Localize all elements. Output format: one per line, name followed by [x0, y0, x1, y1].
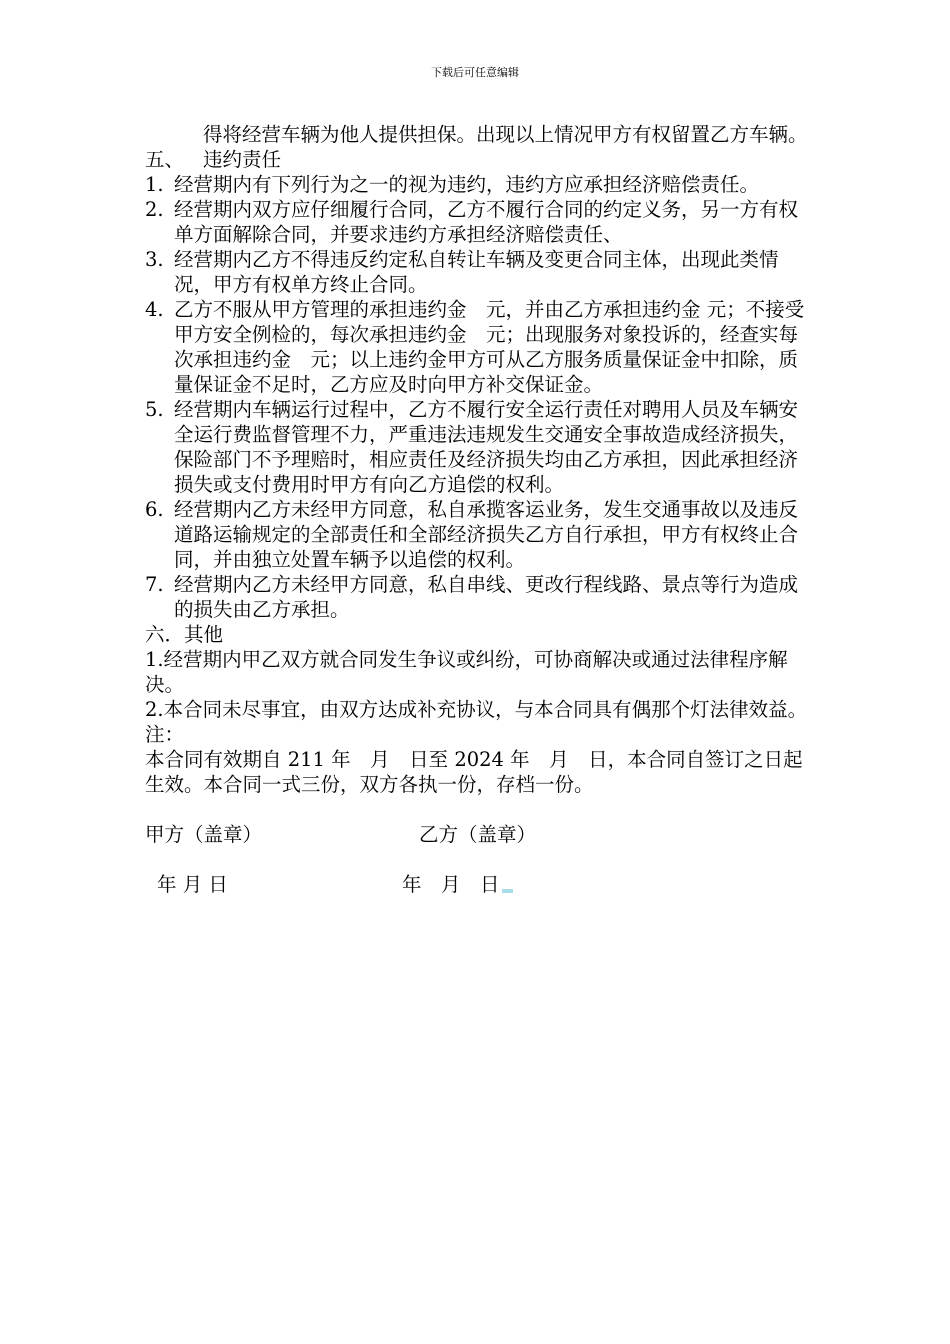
item-number: 1.	[145, 173, 164, 196]
item-number: 2.	[145, 198, 164, 221]
list-item	[145, 497, 817, 572]
item-text: 经营期内乙方未经甲方同意，私自串线、更改行程线路、景点等行为造成的损失由乙方承担。	[174, 573, 799, 621]
item-text: 经营期内乙方不得违反约定私自转让车辆及变更合同主体，出现此类情况，甲方有权单方终止合同。	[174, 248, 779, 296]
section-5-heading	[145, 147, 817, 172]
section-6-title: 六．其他	[145, 623, 224, 646]
note-label: 注：	[145, 723, 185, 746]
signature-row	[145, 822, 817, 847]
list-item	[145, 197, 817, 247]
item-number: 6.	[145, 498, 164, 521]
item-number: 3.	[145, 248, 164, 271]
blank-line	[145, 797, 817, 822]
section-5-number: 五、	[145, 148, 185, 171]
blank-line	[145, 847, 817, 872]
list-item	[145, 572, 817, 622]
list-item	[145, 297, 817, 397]
item-number: 5.	[145, 398, 164, 421]
date-row	[145, 872, 817, 897]
party-b-seal-label: 乙方（盖章）	[419, 823, 537, 846]
section-5-title: 违约责任	[203, 148, 282, 171]
party-a-date: 年 月 日	[157, 873, 228, 896]
item-text: 经营期内有下列行为之一的视为违约，违约方应承担经济赔偿责任。	[174, 173, 760, 196]
list-item	[145, 397, 817, 497]
item-text: 经营期内双方应仔细履行合同，乙方不履行合同的约定义务，另一方有权单方面解除合同，并要求违约方承担经济赔偿责任、	[174, 198, 799, 246]
party-b-date-wrapper	[402, 872, 513, 897]
party-b-date: 年 月 日	[402, 873, 500, 896]
list-item	[145, 247, 817, 297]
contract-body	[145, 122, 817, 897]
continuation-paragraph: 得将经营车辆为他人提供担保。出现以上情况甲方有权留置乙方车辆。	[203, 123, 808, 146]
page-header: 下载后可任意编辑	[431, 66, 519, 79]
section-6-paragraph-2: 2.本合同未尽事宜，由双方达成补充协议，与本合同具有偶那个灯法律效益。	[145, 698, 808, 721]
section-6-paragraph-1: 1.经营期内甲乙双方就合同发生争议或纠纷，可协商解决或通过法律程序解决。	[145, 648, 788, 696]
item-text: 乙方不服从甲方管理的承担违约金 元，并由乙方承担违约金 元；不接受甲方安全例检的，每次承担违约金 元；出现服务对象投诉的，经查实每次承担违约金 元；以上违约金甲方可从乙方服务质量保证金中扣除，质量保证金不足时，乙方应及时向甲方补交保证金。	[174, 298, 805, 396]
item-text: 经营期内车辆运行过程中，乙方不履行安全运行责任对聘用人员及车辆安全运行费监督管理不力，严重违法违规发生交通安全事故造成经济损失，保险部门不予理赔时，相应责任及经济损失均由乙方承担，因此承担经济损失或支付费用时甲方有向乙方追偿的权利。	[174, 398, 799, 496]
item-number: 4.	[145, 298, 164, 321]
item-number: 7.	[145, 573, 164, 596]
list-item	[145, 172, 817, 197]
item-text: 经营期内乙方未经甲方同意，私自承揽客运业务，发生交通事故以及违反道路运输规定的全部责任和全部经济损失乙方自行承担，甲方有权终止合同，并由独立处置车辆予以追偿的权利。	[174, 498, 799, 571]
note-text: 本合同有效期自 211 年 月 日至 2024 年 月 日，本合同自签订之日起生效。本合同一式三份，双方各执一份，存档一份。	[145, 748, 803, 796]
text-cursor-icon	[502, 889, 513, 893]
party-a-seal-label: 甲方（盖章）	[145, 823, 263, 846]
